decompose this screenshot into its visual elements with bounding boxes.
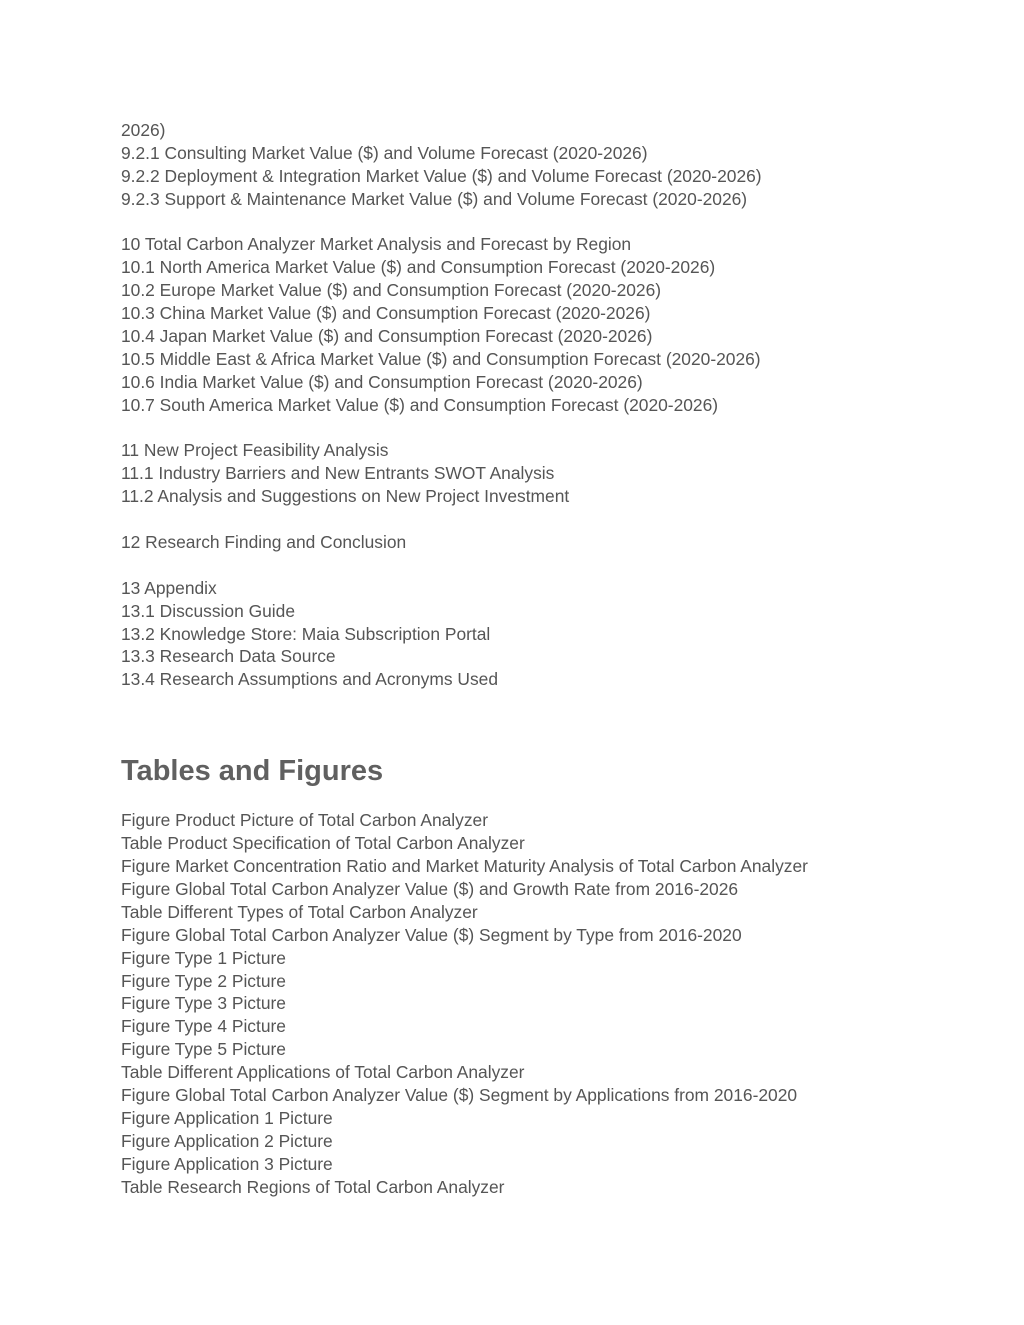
toc-line: 13.2 Knowledge Store: Maia Subscription Portal xyxy=(121,623,491,644)
toc-line: 10.7 South America Market Value ($) and Consumption Forecast (2020-2026) xyxy=(121,394,719,415)
list-item: Figure Application 3 Picture xyxy=(121,1153,333,1174)
spacer xyxy=(121,211,1001,234)
toc-line: 11 New Project Feasibility Analysis xyxy=(121,440,389,461)
list-item: Figure Type 3 Picture xyxy=(121,993,286,1014)
toc-line: 10.4 Japan Market Value ($) and Consumption Forecast (2020-2026) xyxy=(121,326,653,347)
toc-line: 13.4 Research Assumptions and Acronyms Used xyxy=(121,669,498,690)
list-item: Figure Type 5 Picture xyxy=(121,1039,286,1060)
list-item: Table Product Specification of Total Carbon Analyzer xyxy=(121,833,525,854)
toc-line: 13 Appendix xyxy=(121,577,217,598)
list-item: Figure Global Total Carbon Analyzer Value ($) and Growth Rate from 2016-2026 xyxy=(121,878,739,899)
toc-section-10 xyxy=(121,233,1001,416)
list-item: Figure Market Concentration Ratio and Market Maturity Analysis of Total Carbon Analyzer xyxy=(121,856,808,877)
spacer xyxy=(121,508,1001,531)
toc-line: 2026) xyxy=(121,120,166,140)
toc-line: 11.1 Industry Barriers and New Entrants SWOT Analysis xyxy=(121,463,555,484)
list-item: Figure Product Picture of Total Carbon Analyzer xyxy=(121,810,489,831)
tables-figures-list xyxy=(121,809,1001,1198)
toc-line: 9.2.3 Support & Maintenance Market Value ($) and Volume Forecast (2020-2026) xyxy=(121,188,748,209)
toc-line: 10.5 Middle East & Africa Market Value ($) and Consumption Forecast (2020-2026) xyxy=(121,348,761,369)
list-item: Table Different Applications of Total Carbon Analyzer xyxy=(121,1062,525,1083)
toc-section-11 xyxy=(121,439,1001,508)
list-item: Figure Global Total Carbon Analyzer Value ($) Segment by Applications from 2016-2020 xyxy=(121,1084,798,1105)
toc-line: 10.2 Europe Market Value ($) and Consumption Forecast (2020-2026) xyxy=(121,280,662,301)
toc-line: 11.2 Analysis and Suggestions on New Project Investment xyxy=(121,486,570,507)
list-item: Table Research Regions of Total Carbon Analyzer xyxy=(121,1176,505,1197)
section-heading: Tables and Figures xyxy=(121,755,384,788)
toc-line: 13.1 Discussion Guide xyxy=(121,600,295,621)
toc-section-13 xyxy=(121,577,1001,691)
list-item: Figure Application 2 Picture xyxy=(121,1130,333,1151)
toc-line: 10.1 North America Market Value ($) and Consumption Forecast (2020-2026) xyxy=(121,257,716,278)
tables-figures-heading-wrap xyxy=(121,753,1001,789)
spacer xyxy=(121,554,1001,577)
list-item: Figure Application 1 Picture xyxy=(121,1107,333,1128)
list-item: Figure Global Total Carbon Analyzer Value ($) Segment by Type from 2016-2020 xyxy=(121,924,742,945)
toc-line: 10.6 India Market Value ($) and Consumption Forecast (2020-2026) xyxy=(121,371,643,392)
list-item: Figure Type 1 Picture xyxy=(121,947,286,968)
list-item: Table Different Types of Total Carbon Analyzer xyxy=(121,901,478,922)
list-item: Figure Type 2 Picture xyxy=(121,970,286,991)
toc-line: 13.3 Research Data Source xyxy=(121,646,336,667)
toc-continued-block xyxy=(121,119,1001,211)
toc-line: 9.2.1 Consulting Market Value ($) and Volume Forecast (2020-2026) xyxy=(121,142,648,163)
toc-section-12 xyxy=(121,531,1001,554)
list-item: Figure Type 4 Picture xyxy=(121,1016,286,1037)
toc-line: 9.2.2 Deployment & Integration Market Value ($) and Volume Forecast (2020-2026) xyxy=(121,165,762,186)
toc-line: 10 Total Carbon Analyzer Market Analysis and Forecast by Region xyxy=(121,234,632,255)
toc-line: 12 Research Finding and Conclusion xyxy=(121,532,407,553)
spacer xyxy=(121,417,1001,440)
toc-line: 10.3 China Market Value ($) and Consumption Forecast (2020-2026) xyxy=(121,303,651,324)
document-page xyxy=(121,119,1001,1198)
